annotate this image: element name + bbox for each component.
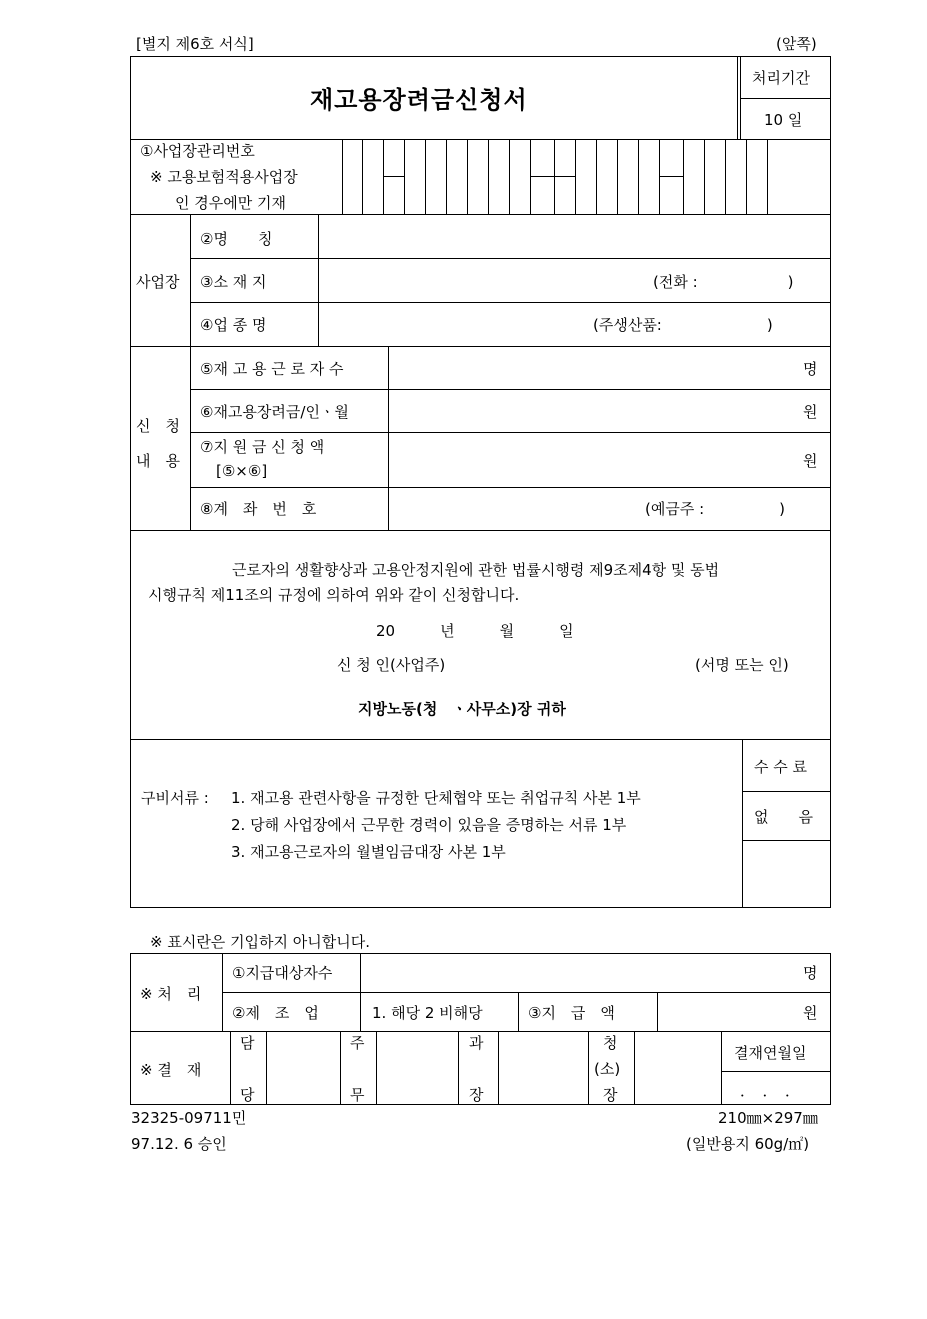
digit-box-divider (404, 139, 405, 214)
office-use-notice: ※ 표시란은 기입하지 아니합니다. (150, 933, 371, 951)
business-phone-label: (전화 : ) (653, 273, 794, 291)
digit-box-divider (488, 139, 489, 214)
mgmt-number-label: ①사업장관리번호 (140, 142, 255, 160)
business-group-label: 사업장 (136, 273, 180, 291)
mgmt-number-note-1: ※ 고용보험적용사업장 (150, 168, 298, 186)
form-code: 32325-09711민 (131, 1109, 247, 1127)
declaration-line-2: 시행규칙 제11조의 규정에 의하여 위와 같이 신청합니다. (148, 586, 520, 604)
account-holder-label: (예금주 : ) (645, 500, 785, 518)
paper-type: (일반용지 60g/㎡) (686, 1135, 810, 1153)
account-number-label: ⑧계 좌 번 호 (200, 500, 317, 518)
reemployed-workers-field[interactable] (395, 352, 785, 384)
signature-label[interactable]: (서명 또는 인) (695, 656, 789, 674)
digit-separator (530, 176, 554, 177)
incentive-per-person-unit: 원 (803, 403, 818, 421)
business-name-label: ②명 칭 (200, 230, 273, 248)
approval-office-top: 청 (603, 1034, 618, 1052)
business-industry-label: ④업 종 명 (200, 316, 267, 334)
payment-count-label: ①지급대상자수 (232, 964, 333, 982)
approval-date-note: 97.12. 6 승인 (131, 1135, 227, 1153)
approval-staff-top: 담 (240, 1034, 255, 1052)
paper-size: 210㎜×297㎜ (718, 1109, 818, 1127)
digit-separator (383, 176, 404, 177)
digit-box-divider (509, 139, 510, 214)
payment-amount-unit: 원 (803, 1004, 818, 1022)
page-side: (앞쪽) (776, 35, 817, 53)
documents-label: 구비서류 : (141, 789, 209, 807)
application-group-label-1: 신 청 (136, 417, 180, 435)
digit-separator (554, 176, 575, 177)
digit-box-divider (362, 139, 363, 214)
digit-separator (659, 176, 683, 177)
application-group-label-2: 내 용 (136, 452, 180, 470)
digit-box-divider (342, 139, 343, 214)
approval-staff-bottom: 당 (240, 1086, 255, 1104)
business-address-field[interactable] (325, 264, 625, 298)
digit-box-divider (446, 139, 447, 214)
approval-chief-top: 주 (350, 1034, 365, 1052)
business-name-field[interactable] (325, 220, 823, 254)
digit-box-divider (746, 139, 747, 214)
subsidy-amount-label: ⑦지 원 금 신 청 액 (200, 438, 325, 456)
manufacturing-value[interactable]: 1. 해당 2 비해당 (372, 1004, 483, 1022)
digit-box-divider (704, 139, 705, 214)
payment-amount-label: ③지 급 액 (528, 1004, 615, 1022)
incentive-per-person-field[interactable] (395, 395, 785, 427)
processing-period-value: 10 일 (764, 111, 803, 129)
digit-box-divider (683, 139, 684, 214)
document-item-1: 1. 재고용 관련사항을 규정한 단체협약 또는 취업규칙 사본 1부 (231, 789, 641, 807)
digit-box-divider (575, 139, 576, 214)
declaration-line-1: 근로자의 생활향상과 고용안정지원에 관한 법률시행령 제9조제4항 및 동법 (232, 561, 720, 579)
document-item-2: 2. 당해 사업장에서 근무한 경력이 있음을 증명하는 서류 1부 (231, 816, 627, 834)
processing-label: ※ 처 리 (140, 985, 202, 1003)
incentive-per-person-label: ⑥재고용장려금/인ㆍ월 (200, 403, 349, 421)
digit-box-divider (725, 139, 726, 214)
subsidy-amount-unit: 원 (803, 452, 818, 470)
application-date[interactable]: 20 년 월 일 (376, 622, 574, 640)
reemployed-workers-unit: 명 (803, 360, 818, 378)
approval-date-label: 결재연월일 (734, 1044, 807, 1062)
digit-box-divider (467, 139, 468, 214)
approval-date-dots[interactable]: ． ． ． (740, 1082, 801, 1100)
mgmt-number-note-2: 인 경우에만 기재 (175, 194, 286, 212)
payment-count-unit: 명 (803, 964, 818, 982)
approval-chief-bottom: 무 (350, 1086, 365, 1104)
fee-value: 없 음 (754, 808, 813, 826)
subsidy-amount-field[interactable] (395, 440, 785, 480)
approval-section-bottom: 장 (469, 1086, 484, 1104)
form-number: [별지 제6호 서식] (136, 35, 254, 53)
digit-box-divider (617, 139, 618, 214)
digit-box-divider (596, 139, 597, 214)
digit-box-divider (767, 139, 768, 214)
business-product-label: (주생산품: ) (593, 316, 773, 334)
applicant-label: 신 청 인(사업주) (337, 656, 446, 674)
approval-label: ※ 결 재 (140, 1061, 202, 1079)
addressee: 지방노동(청 ㆍ사무소)장 귀하 (358, 700, 566, 718)
digit-box-divider (638, 139, 639, 214)
document-item-3: 3. 재고용근로자의 월별임금대장 사본 1부 (231, 843, 506, 861)
business-address-label: ③소 재 지 (200, 273, 267, 291)
reemployed-workers-label: ⑤재 고 용 근 로 자 수 (200, 360, 344, 378)
account-number-field[interactable] (395, 493, 635, 525)
business-industry-field[interactable] (325, 308, 585, 342)
approval-section-top: 과 (469, 1034, 484, 1052)
digit-box-divider (425, 139, 426, 214)
subsidy-amount-formula: [⑤×⑥] (216, 462, 268, 480)
form-title: 재고용장려금신청서 (310, 85, 528, 114)
manufacturing-label: ②제 조 업 (232, 1004, 319, 1022)
processing-period-label: 처리기간 (752, 69, 810, 87)
fee-label: 수 수 료 (754, 758, 808, 776)
approval-office-bottom: 장 (603, 1086, 618, 1104)
approval-office-mid: (소) (594, 1060, 621, 1078)
